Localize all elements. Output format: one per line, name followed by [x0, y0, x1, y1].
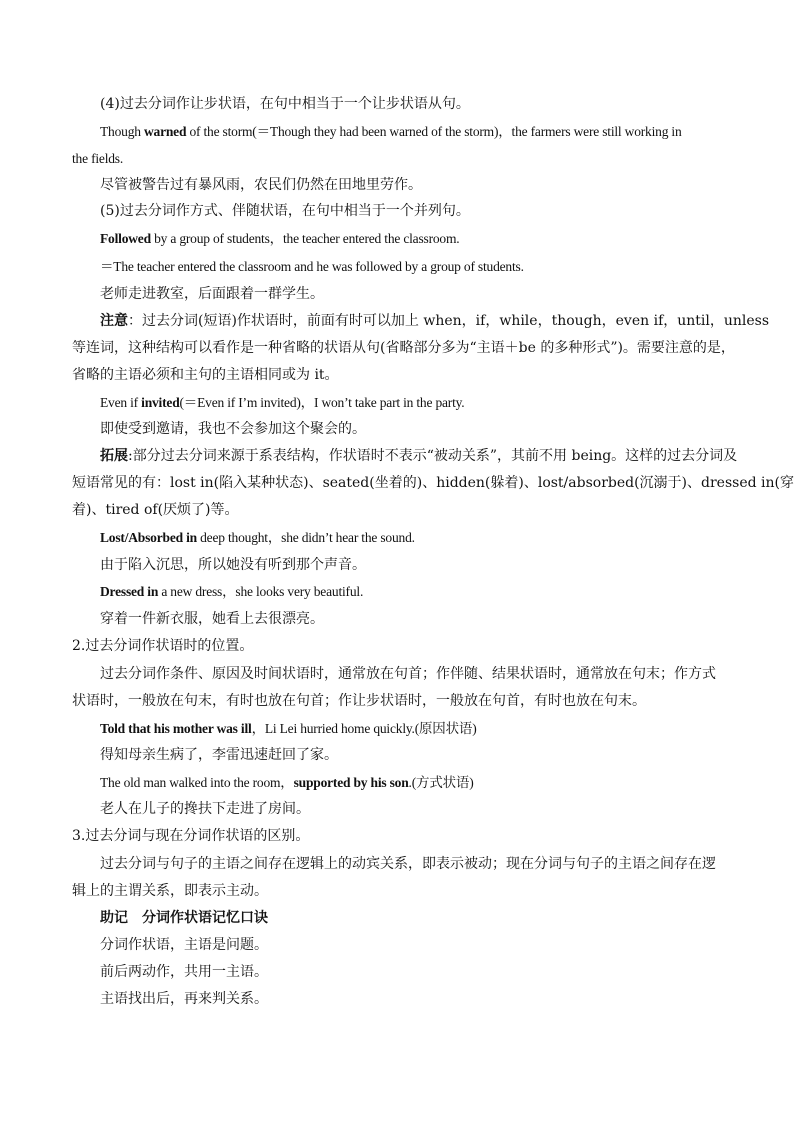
- extend-example2: [100, 582, 363, 602]
- section4-heading: (4)过去分词作让步状语，在句中相当于一个让步状语从句。: [100, 96, 470, 112]
- extend-paragraph-line3: 着)、tired of(厌烦了)等。: [72, 502, 239, 518]
- section5-example: [100, 229, 459, 249]
- example-keyword: supported by his son: [293, 775, 409, 790]
- extend-translation1: 由于陷入沉思，所以她没有听到那个声音。: [100, 557, 366, 573]
- example-text: by a group of students，the teacher entered the classroom.: [150, 231, 460, 246]
- example-text: .(方式状语): [408, 775, 474, 790]
- section4-example-cont: the fields.: [72, 151, 124, 166]
- example-keyword: warned: [143, 124, 187, 139]
- section5-translation: 老师走进教室，后面跟着一群学生。: [100, 286, 324, 302]
- example-keyword: Told that his mother was ill: [100, 721, 252, 736]
- example-text: ，Li Lei hurried home quickly.(原因状语): [251, 721, 477, 736]
- position-example1: [100, 719, 477, 739]
- section5-heading: (5)过去分词作方式、伴随状语，在句中相当于一个并列句。: [100, 203, 470, 219]
- note-translation: 即使受到邀请，我也不会参加这个聚会的。: [100, 421, 366, 437]
- example-text: The old man walked into the room，: [100, 775, 294, 790]
- example-keyword: Followed: [100, 231, 151, 246]
- note-paragraph: [100, 311, 769, 331]
- position-translation2: 老人在儿子的搀扶下走进了房间。: [100, 801, 310, 817]
- position-example2: [100, 773, 474, 793]
- example-text: a new dress，she looks very beautiful.: [158, 584, 364, 599]
- extend-paragraph-line2: 短语常见的有：lost in(陷入某种状态)、seated(坐着的)、hidden(躲着)、lost/absorbed(沉溺于)、dressed in(穿: [72, 475, 794, 491]
- example-keyword: invited: [141, 395, 180, 410]
- note-paragraph-line3: 省略的主语必须和主句的主语相同或为 it。: [72, 367, 339, 383]
- example-text: of the storm(＝Though they had been warned of the storm)，the farmers were still working in: [186, 124, 682, 139]
- example-text: deep thought，she didn’t hear the sound.: [196, 530, 415, 545]
- extend-paragraph: [100, 446, 737, 466]
- position-heading: 2.过去分词作状语时的位置。: [72, 638, 254, 654]
- note-paragraph-line2: 等连词，这种结构可以看作是一种省略的状语从句(省略部分多为“主语＋be 的多种形式”)。需要注意的是，: [72, 340, 735, 356]
- example-keyword: Lost/Absorbed in: [100, 530, 197, 545]
- difference-heading: 3.过去分词与现在分词作状语的区别。: [72, 828, 310, 844]
- difference-paragraph: 过去分词与句子的主语之间存在逻辑上的动宾关系，即表示被动；现在分词与句子的主语之间存在逻: [100, 856, 716, 872]
- example-keyword: Dressed in: [100, 584, 159, 599]
- section4-example: [100, 122, 682, 142]
- mnemonic-line2: 前后两动作，共用一主语。: [100, 964, 268, 980]
- example-text: Though: [100, 124, 144, 139]
- difference-paragraph-line2: 辑上的主谓关系，即表示主动。: [72, 883, 268, 899]
- mnemonic-heading: [100, 908, 268, 928]
- extend-text: :部分过去分词来源于系表结构，作状语时不表示“被动关系”，其前不用 being。这样的过去分词及: [128, 448, 738, 464]
- position-paragraph-line2: 状语时，一般放在句末，有时也放在句首；作让步状语时，一般放在句首，有时也放在句末。: [72, 693, 646, 709]
- mnemonic-line3: 主语找出后，再来判关系。: [100, 991, 268, 1007]
- example-text: (＝Even if I’m invited)，I won’t take part in the party.: [179, 395, 465, 410]
- extend-translation2: 穿着一件新衣服，她看上去很漂亮。: [100, 611, 324, 627]
- section5-equivalent: ＝The teacher entered the classroom and he was followed by a group of students.: [100, 259, 524, 274]
- mnemonic-line1: 分词作状语，主语是问题。: [100, 937, 268, 953]
- mnemonic-label: 助记 分词作状语记忆口诀: [100, 910, 268, 926]
- example-text: Even if: [100, 395, 142, 410]
- section4-translation: 尽管被警告过有暴风雨，农民们仍然在田地里劳作。: [100, 177, 422, 193]
- note-label: 注意: [100, 313, 128, 329]
- note-example: [100, 393, 465, 413]
- extend-label: 拓展: [100, 448, 128, 464]
- position-translation1: 得知母亲生病了，李雷迅速赶回了家。: [100, 747, 338, 763]
- position-paragraph: 过去分词作条件、原因及时间状语时，通常放在句首；作伴随、结果状语时，通常放在句末；作方式: [100, 666, 716, 682]
- extend-example1: [100, 528, 415, 548]
- note-text: ：过去分词(短语)作状语时，前面有时可以加上 when，if，while，though，even if，until，unless: [128, 313, 770, 329]
